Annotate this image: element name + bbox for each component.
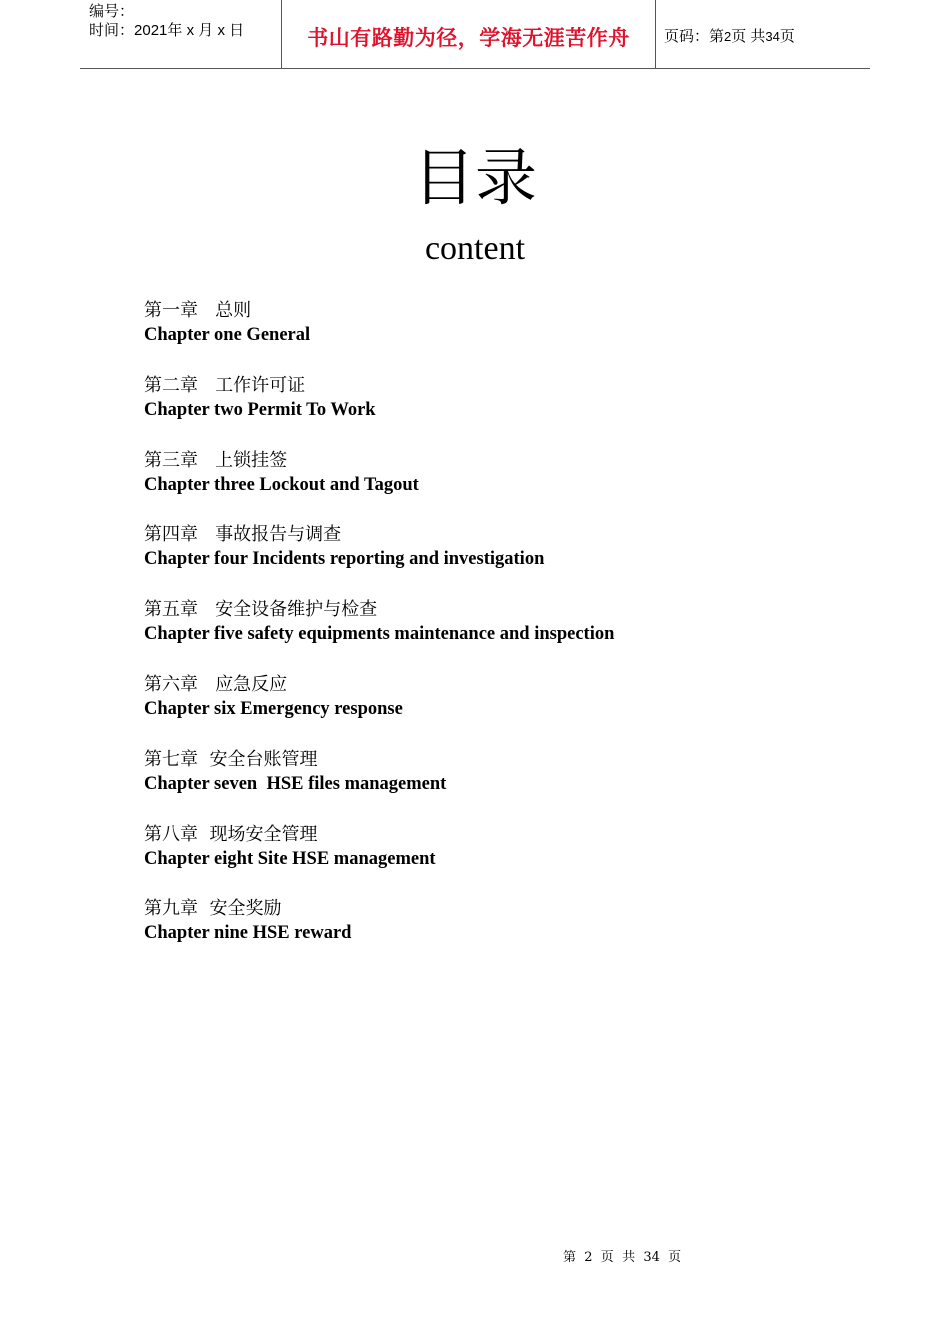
chapter-item [144,449,864,524]
page-code-mid: 页 共 [731,28,766,45]
page-footer: 第 2 页 共 34 页 [563,1250,682,1265]
chapter-title-cn: 第三章 上锁挂签 [144,449,288,471]
page-title: 目录 [412,141,537,214]
chapter-title-cn: 第八章 现场安全管理 [144,823,318,845]
chapter-item [144,673,864,748]
chapter-title-en: Chapter two Permit To Work [144,399,376,420]
chapter-item [144,523,864,598]
document-header [80,0,870,69]
chapter-item [144,374,864,449]
chapter-title-cn: 第九章 安全奖励 [144,898,282,920]
time-month-unit: 月 [198,22,214,39]
chapter-title-cn: 第二章 工作许可证 [144,374,306,396]
chapter-title-cn: 第一章 总则 [144,300,252,321]
time-prefix: 时间： [89,22,135,39]
chapter-title-en: Chapter four Incidents reporting and investigation [144,549,545,570]
chapter-title-en: Chapter three Lockout and Tagout [144,474,419,495]
page-subtitle: content [424,230,526,267]
time-day: x [217,22,225,39]
header-page-cell [655,0,870,68]
chapter-item [144,299,864,374]
header-motto-cell [281,0,656,68]
chapter-title-en: Chapter seven HSE files management [144,773,447,794]
page-code-total: 34 [765,29,780,44]
time-year: 2021 [134,22,168,39]
chapter-item [144,598,864,673]
page-code-suffix: 页 [779,28,795,45]
page-code-current: 2 [724,29,732,44]
document-number-label: 编号： [89,3,135,20]
chapter-list [144,299,864,972]
document-time [89,22,244,40]
page-code-prefix: 页码：第 [664,28,725,45]
chapter-title-en: Chapter eight Site HSE management [144,848,436,869]
header-motto: 书山有路勤为径，学海无涯苦作舟 [307,26,630,50]
chapter-item [144,897,864,972]
header-meta-cell [80,0,280,68]
chapter-item [144,823,864,898]
chapter-title-en: Chapter six Emergency response [144,698,403,719]
chapter-title-cn: 第四章 事故报告与调查 [144,524,342,546]
chapter-title-cn: 第七章 安全台账管理 [144,748,318,770]
time-year-unit: 年 [167,22,183,39]
chapter-title-en: Chapter five safety equipments maintenance and inspection [144,624,615,645]
chapter-title-en: Chapter one General [144,325,311,345]
chapter-title-cn: 第五章 安全设备维护与检查 [144,599,378,621]
page-code [664,25,795,46]
chapter-title-cn: 第六章 应急反应 [144,673,288,695]
chapter-item [144,748,864,823]
time-month: x [186,22,195,39]
time-day-unit: 日 [229,22,245,39]
chapter-title-en: Chapter nine HSE reward [144,923,352,944]
